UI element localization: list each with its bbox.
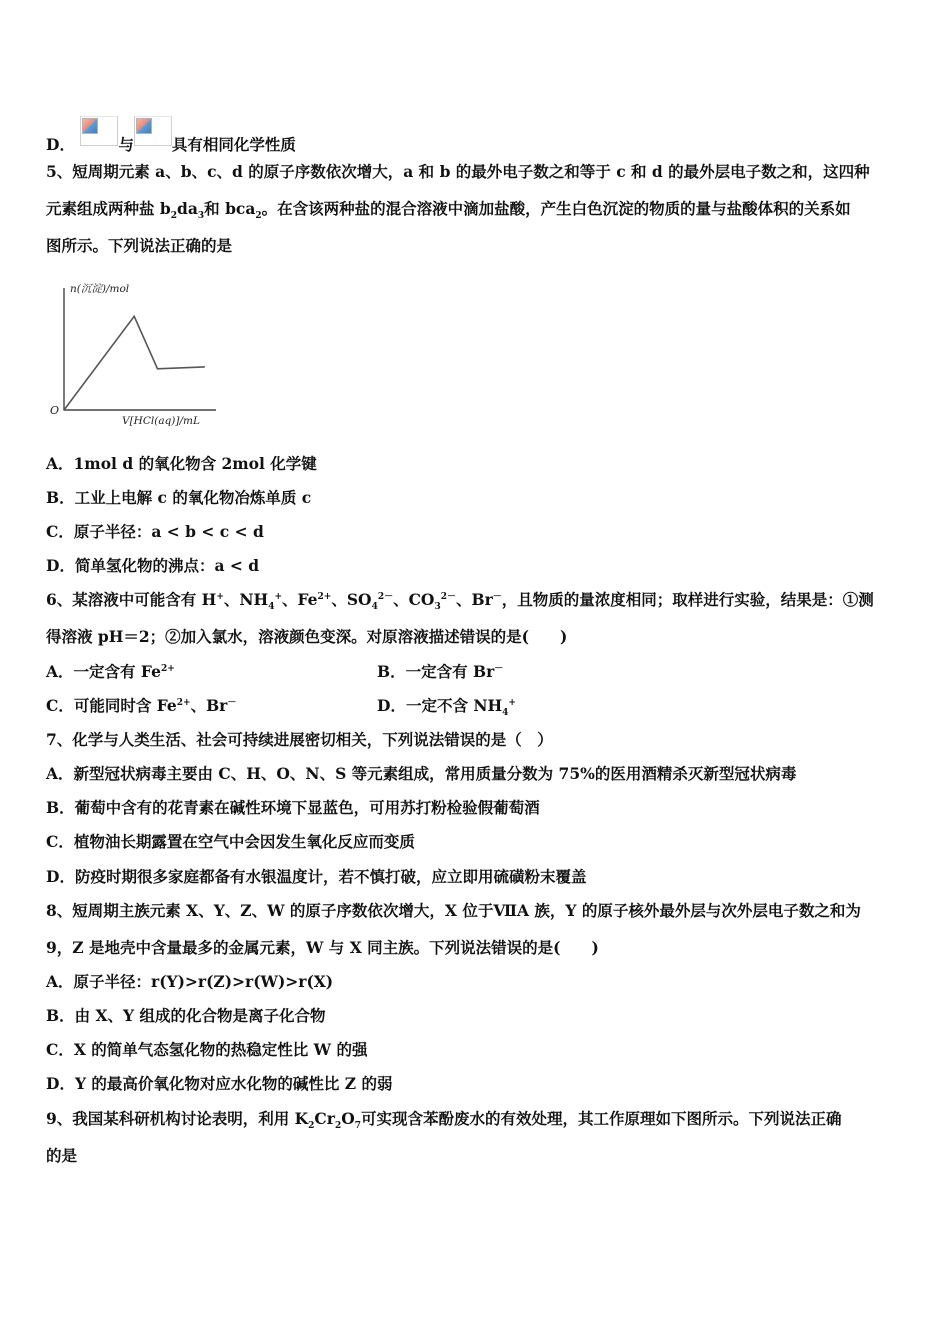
q5-option-c: C．原子半径：a < b < c < d	[46, 522, 264, 541]
q6-option-c: C．可能同时含 $Fe^{2+}$、Br－	[46, 696, 237, 715]
chart-point-3	[204, 366, 206, 368]
q8-stem-line1: 8、短周期主族元素 X、Y、Z、W 的原子序数依次增大，X 位于ⅦA 族，Y 的原子核外最外层与次外层电子数之和为	[46, 901, 861, 920]
origin-label: O	[50, 404, 60, 417]
q5-option-a: A．1mol d 的氧化物含 2mol 化学键	[46, 454, 317, 473]
q5-stem-line3: 图所示。下列说法正确的是	[46, 236, 233, 255]
q6-option-b: B．一定含有 Br－	[377, 662, 504, 681]
q5-stem-line1: 5、短周期元素 a、b、c、d 的原子序数依次增大，a 和 b 的最外电子数之和等于 c 和 d 的最外层电子数之和，这四种	[46, 162, 870, 181]
q6-option-d: D．一定不含 $NH_4^+$	[377, 696, 516, 719]
q7-option-a: A．新型冠状病毒主要由 C、H、O、N、S 等元素组成，常用质量分数为 75%的医用酒精杀灭新型冠状病毒	[46, 764, 797, 783]
q8-option-b: B．由 X、Y 组成的化合物是离子化合物	[46, 1006, 326, 1025]
q9-stem-line1: 9、我国某科研机构讨论表明，利用 $K_2Cr_2O_7$可实现含苯酚废水的有效处理，其工作原理如下图所示。下列说法正确	[46, 1109, 842, 1132]
broken-image-icon	[134, 116, 172, 146]
x-axis-label: V[HCl(aq)]/mL	[122, 415, 200, 427]
q4-d-label: D．	[46, 135, 75, 154]
q7-option-d: D．防疫时期很多家庭都备有水银温度计，若不慎打破，应立即用硫磺粉末覆盖	[46, 867, 587, 886]
chart-point-1	[133, 315, 135, 317]
q8-option-a: A．原子半径：r(Y)>r(Z)>r(W)>r(X)	[46, 972, 334, 991]
q4-d-tail: 具有相同化学性质	[171, 135, 296, 154]
broken-image-icon	[80, 116, 118, 146]
chart-point-2	[157, 368, 159, 370]
q7-option-b: B．葡萄中含有的花青素在碱性环境下显蓝色，可用苏打粉检验假葡萄酒	[46, 798, 540, 817]
q5-option-b: B．工业上电解 c 的氧化物冶炼单质 c	[46, 488, 312, 507]
precipitate-chart	[44, 278, 234, 428]
q7-stem: 7、化学与人类生活、社会可持续进展密切相关，下列说法错误的是（ ）	[46, 730, 553, 749]
q6-option-a: A．一定含有 $Fe^{2+}$	[46, 662, 175, 681]
q7-option-c: C．植物油长期露置在空气中会因发生氧化反应而变质	[46, 832, 415, 851]
q4-option-d	[46, 116, 296, 155]
q5-stem-line2: 元素组成两种盐 $b_2da_3$和 bca$_2$。在含该两种盐的混合溶液中滴加盐酸，产生白色沉淀的物质的量与盐酸体积的关系如	[46, 199, 851, 222]
q8-stem-line2: 9，Z 是地壳中含量最多的金属元素，W 与 X 同主族。下列说法错误的是( )	[46, 938, 599, 957]
q8-option-c: C．X 的简单气态氢化物的热稳定性比 W 的强	[46, 1040, 368, 1059]
precipitate-series-line	[64, 316, 204, 410]
q6-stem-line2: 得溶液 pH＝2；②加入氯水，溶液颜色变深。对原溶液描述错误的是( )	[46, 627, 568, 646]
q8-option-d: D．Y 的最高价氧化物对应水化物的碱性比 Z 的弱	[46, 1074, 393, 1093]
q6-stem-line1: 6、某溶液中可能含有 H+、$NH_4^+$、$Fe^{2+}$、$SO_4^{2-}$、$CO_3^{2-}$、Br－，且物质的量浓度相同；取样进行实验，结果是：①测	[46, 590, 874, 613]
chart-axes	[64, 288, 216, 410]
y-axis-label: n(沉淀)/mol	[70, 283, 130, 295]
chart-point-0	[63, 409, 65, 411]
q9-stem-line2: 的是	[46, 1146, 78, 1165]
q4-d-between: 与	[118, 135, 134, 154]
q5-option-d: D．简单氢化物的沸点：a < d	[46, 556, 260, 575]
